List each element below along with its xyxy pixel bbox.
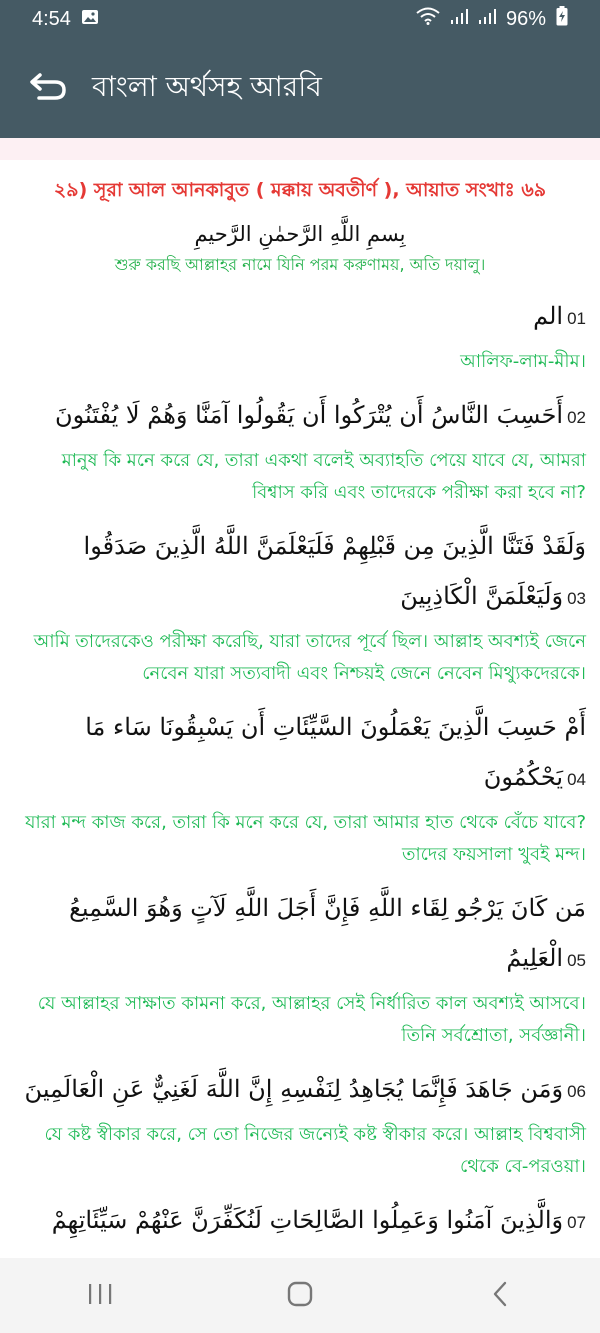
ayah-item[interactable] xyxy=(14,1195,586,1248)
ayah-number: 04 xyxy=(567,770,586,789)
ayah-translation: যে আল্লাহর সাক্ষাত কামনা করে, আল্লাহর সেই নির্ধারিত কাল অবশ্যই আসবে। তিনি সর্বশ্রোতা, সর্বজ্ঞানী। xyxy=(37,993,586,1046)
back-button[interactable] xyxy=(18,58,78,118)
bismillah-translation: শুরু করছি আল্লাহর নামে যিনি পরম করুণাময়, অতি দয়ালু। xyxy=(114,255,486,274)
ayah-translation: আলিফ-লাম-মীম। xyxy=(460,351,586,372)
surah-header: ২৯) সূরা আল আনকাবুত ( মক্কায় অবতীর্ণ ), আয়াত সংখাঃ ৬৯ xyxy=(53,179,547,201)
ayah-item[interactable] xyxy=(14,521,586,690)
ayah-item[interactable] xyxy=(14,1064,586,1183)
ayah-arabic-text: أَمْ حَسِبَ الَّذِينَ يَعْمَلُونَ السَّيِّئَاتِ أَن يَسْبِقُونَا سَاء مَا يَحْكُمُونَ xyxy=(85,713,586,791)
ayah-item[interactable] xyxy=(14,702,586,871)
ayah-arabic xyxy=(14,883,586,986)
recents-icon xyxy=(87,1282,113,1310)
battery-level: 96% xyxy=(505,7,546,30)
system-nav-bar xyxy=(0,1258,600,1333)
ayah-arabic-text: أَحَسِبَ النَّاسُ أَن يُتْرَكُوا أَن يَقُولُوا آمَنَّا وَهُمْ لَا يُفْتَنُونَ xyxy=(54,401,564,429)
ayah-arabic-text: مَن كَانَ يَرْجُو لِقَاء اللَّهِ فَإِنَّ أَجَلَ اللَّهِ لَآتٍ وَهُوَ السَّمِيعُ الْعَلِيمُ xyxy=(69,894,586,972)
ayah-item[interactable] xyxy=(14,291,586,378)
back-icon xyxy=(27,70,69,106)
ayah-arabic-text: وَمَن جَاهَدَ فَإِنَّمَا يُجَاهِدُ لِنَفْسِهِ إِنَّ اللَّهَ لَغَنِيٌّ عَنِ الْعَالَمِينَ xyxy=(24,1075,564,1103)
ayah-arabic xyxy=(14,521,586,624)
battery-charging-icon xyxy=(556,6,568,32)
ayah-arabic xyxy=(14,1064,586,1117)
ayah-arabic xyxy=(14,291,586,344)
status-time: 4:54 xyxy=(32,7,71,30)
ayah-number: 07 xyxy=(567,1213,586,1232)
status-right xyxy=(416,6,568,32)
ayah-arabic-text: الم xyxy=(533,302,564,330)
ayah-arabic xyxy=(14,1195,586,1248)
home-icon xyxy=(286,1280,314,1312)
nav-back-button[interactable] xyxy=(460,1266,540,1326)
image-icon xyxy=(81,8,99,31)
signal-icon xyxy=(478,8,496,31)
ayah-item[interactable] xyxy=(14,390,586,509)
status-bar xyxy=(0,0,600,38)
ayah-translation: যারা মন্দ কাজ করে, তারা কি মনে করে যে, তারা আমার হাত থেকে বেঁচে যাবে? তাদের ফয়সালা খুবই মন্দ। xyxy=(25,812,586,865)
ayah-item[interactable] xyxy=(14,883,586,1052)
ayah-arabic-text: وَالَّذِينَ آمَنُوا وَعَمِلُوا الصَّالِحَاتِ لَنُكَفِّرَنَّ عَنْهُمْ سَيِّئَاتِهِمْ xyxy=(51,1206,564,1234)
top-strip xyxy=(0,138,600,160)
ayah-arabic xyxy=(14,702,586,805)
ayah-number: 05 xyxy=(567,951,586,970)
app-bar xyxy=(0,38,600,138)
status-left xyxy=(32,8,99,31)
ayah-arabic xyxy=(14,390,586,443)
ayah-number: 06 xyxy=(567,1082,586,1101)
bismillah-arabic: بِسمِ اللَّهِ الرَّحمٰنِ الرَّحيمِ xyxy=(194,222,406,246)
app-title: বাংলা অর্থসহ আরবি xyxy=(92,69,322,103)
ayah-arabic-text: وَلَقَدْ فَتَنَّا الَّذِينَ مِن قَبْلِهِمْ فَلَيَعْلَمَنَّ اللَّهُ الَّذِينَ صَدَقُوا وَلَيَعْلَمَنَّ الْكَاذِبِينَ xyxy=(83,532,586,610)
ayah-translation: আমি তাদেরকেও পরীক্ষা করেছি, যারা তাদের পূর্বে ছিল। আল্লাহ অবশ্যই জেনে নেবেন যারা সত্যবাদী এবং নিশ্চয়ই জেনে নেবেন মিথ্যুকদেরকে। xyxy=(33,631,586,684)
surah-content[interactable] xyxy=(0,160,600,1258)
home-button[interactable] xyxy=(260,1266,340,1326)
ayah-translation: যে কষ্ট স্বীকার করে, সে তো নিজের জন্যেই কষ্ট স্বীকার করে। আল্লাহ বিশ্ববাসী থেকে বে-পরওয়া। xyxy=(44,1124,586,1177)
wifi-icon xyxy=(416,7,440,31)
ayah-number: 03 xyxy=(567,589,586,608)
signal-icon xyxy=(450,8,468,31)
back-icon xyxy=(491,1280,509,1312)
ayah-number: 02 xyxy=(567,408,586,427)
recents-button[interactable] xyxy=(60,1266,140,1326)
ayah-number: 01 xyxy=(567,309,586,328)
ayah-translation: মানুষ কি মনে করে যে, তারা একথা বলেই অব্যাহতি পেয়ে যাবে যে, আমরা বিশ্বাস করি এবং তাদেরকে পরীক্ষা করা হবে না? xyxy=(61,450,586,503)
